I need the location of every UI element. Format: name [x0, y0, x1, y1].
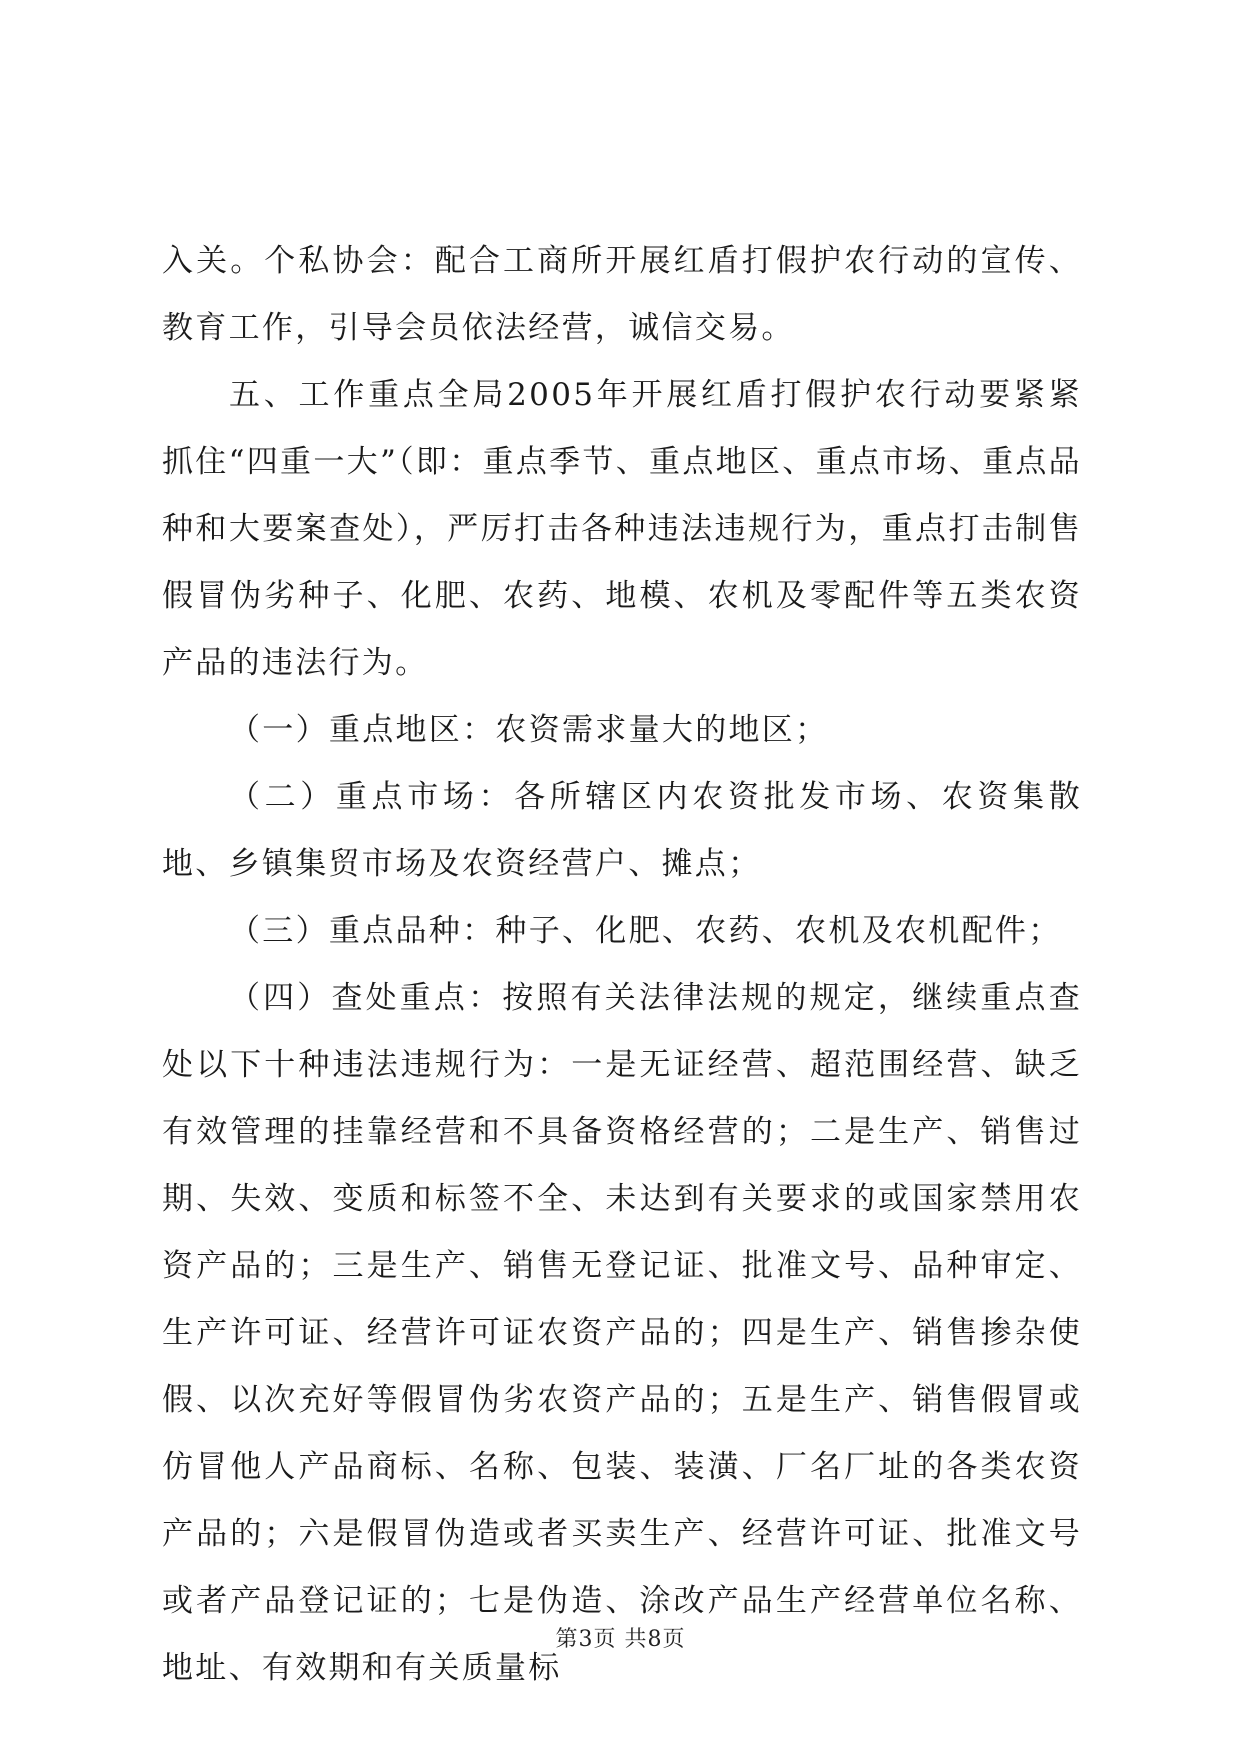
paragraph-key-markets: （二）重点市场：各所辖区内农资批发市场、农资集散地、乡镇集贸市场及农资经营户、摊点；: [162, 779, 1082, 882]
paragraph-key-varieties: （三）重点品种：种子、化肥、农药、农机及农机配件；: [229, 913, 1062, 949]
document-body: [162, 228, 1082, 1702]
paragraph-work-focus: 五、工作重点全局2005年开展红盾打假护农行动要紧紧抓住“四重一大”（即：重点季节、重点地区、重点市场、重点品种和大要案查处），严厉打击各种违法违规行为，重点打击制售假冒伪劣种子、化肥、农药、地模、农机及零配件等五类农资产品的违法行为。: [162, 377, 1082, 681]
paragraph-key-regions: （一）重点地区：农资需求量大的地区；: [229, 712, 829, 748]
page-number-footer: 第3页 共8页: [555, 1627, 686, 1652]
paragraph-intro: 入关。个私协会：配合工商所开展红盾打假护农行动的宣传、教育工作，引导会员依法经营，诚信交易。: [162, 243, 1082, 346]
paragraph-investigation-focus: （四）查处重点：按照有关法律法规的规定，继续重点查处以下十种违法违规行为：一是无证经营、超范围经营、缺乏有效管理的挂靠经营和不具备资格经营的；二是生产、销售过期、失效、变质和标签不全、未达到有关要求的或国家禁用农资产品的；三是生产、销售无登记证、批准文号、品种审定、生产许可证、经营许可证农资产品的；四是生产、销售掺杂使假、以次充好等假冒伪劣农资产品的；五是生产、销售假冒或仿冒他人产品商标、名称、包装、装潢、厂名厂址的各类农资产品的；六是假冒伪造或者买卖生产、经营许可证、批准文号或者产品登记证的；七是伪造、涂改产品生产经营单位名称、地址、有效期和有关质量标: [162, 980, 1082, 1686]
